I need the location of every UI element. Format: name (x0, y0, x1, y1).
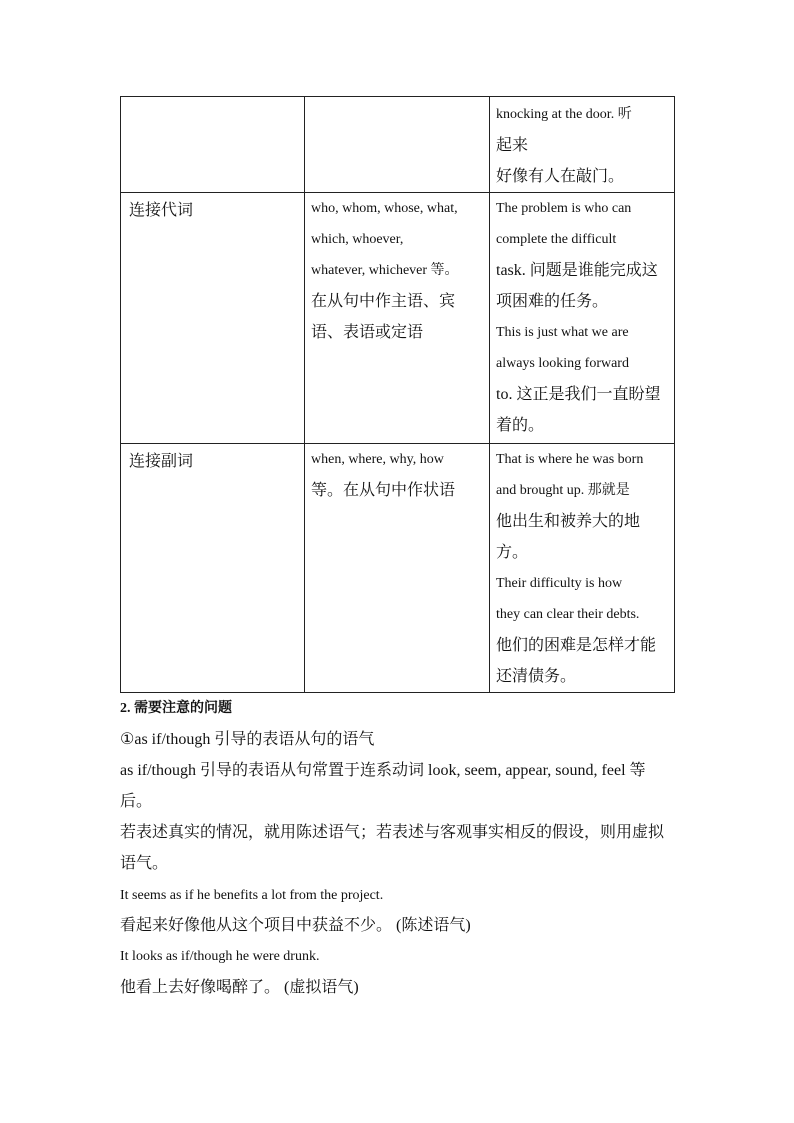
body-line: as if/though 引导的表语从句常置于连系动词 look, seem, appear, sound, feel 等 (120, 762, 646, 779)
grammar-table (120, 96, 675, 693)
example-line: 他们的困难是怎样才能 (496, 637, 657, 654)
body-line: 若表述真实的情况，就用陈述语气；若表述与客观事实相反的假设，则用虚拟 (120, 824, 665, 841)
table-row (121, 444, 675, 693)
example-cell (490, 444, 675, 693)
example-line: 着的。 (496, 417, 545, 434)
usage-cell (305, 193, 490, 444)
usage-line: whatever, whichever 等。 (311, 263, 459, 278)
table-row (121, 193, 675, 444)
body-line: 后。 (120, 793, 153, 810)
sub-heading: ①as if/though 引导的表语从句的语气 (120, 731, 375, 748)
example-line: That is where he was born (496, 452, 644, 467)
example-line: knocking at the door. 听 (496, 107, 632, 122)
example-sentence-zh: 看起来好像他从这个项目中获益不少。 (陈述语气) (120, 917, 471, 934)
example-line: and brought up. 那就是 (496, 483, 630, 498)
example-line: complete the difficult (496, 232, 617, 247)
example-line: 项困难的任务。 (496, 293, 609, 310)
example-line: The problem is who can (496, 201, 632, 216)
usage-cell (305, 97, 490, 193)
example-line: This is just what we are (496, 325, 629, 340)
usage-line: who, whom, whose, what, (311, 201, 458, 216)
example-sentence-en: It looks as if/though he were drunk. (120, 949, 320, 964)
usage-line: when, where, why, how (311, 452, 444, 467)
term-cell: 连接副词 (121, 444, 305, 693)
example-sentence-en: It seems as if he benefits a lot from the project. (120, 888, 384, 903)
usage-line: which, whoever, (311, 232, 404, 247)
example-line: 还清债务。 (496, 668, 577, 685)
usage-line: 语、表语或定语 (311, 324, 424, 341)
example-line: always looking forward (496, 356, 629, 371)
section-heading: 2. 需要注意的问题 (120, 701, 232, 716)
example-line: to. 这正是我们一直盼望 (496, 386, 661, 403)
usage-line: 在从句中作主语、宾 (311, 293, 456, 310)
body-line: 语气。 (120, 855, 169, 872)
usage-line: 等。在从句中作状语 (311, 482, 456, 499)
example-cell (490, 193, 675, 444)
example-line: 好像有人在敲门。 (496, 168, 625, 185)
usage-cell (305, 444, 490, 693)
example-cell (490, 97, 675, 193)
example-line: 起来 (496, 137, 529, 154)
example-sentence-zh: 他看上去好像喝醉了。 (虚拟语气) (120, 979, 359, 996)
example-line: 他出生和被养大的地 (496, 513, 641, 530)
table-row (121, 97, 675, 193)
example-line: Their difficulty is how (496, 576, 623, 591)
term-cell (121, 97, 305, 193)
example-line: task. 问题是谁能完成这 (496, 262, 658, 279)
term-cell: 连接代词 (121, 193, 305, 444)
example-line: 方。 (496, 544, 529, 561)
example-line: they can clear their debts. (496, 607, 640, 622)
